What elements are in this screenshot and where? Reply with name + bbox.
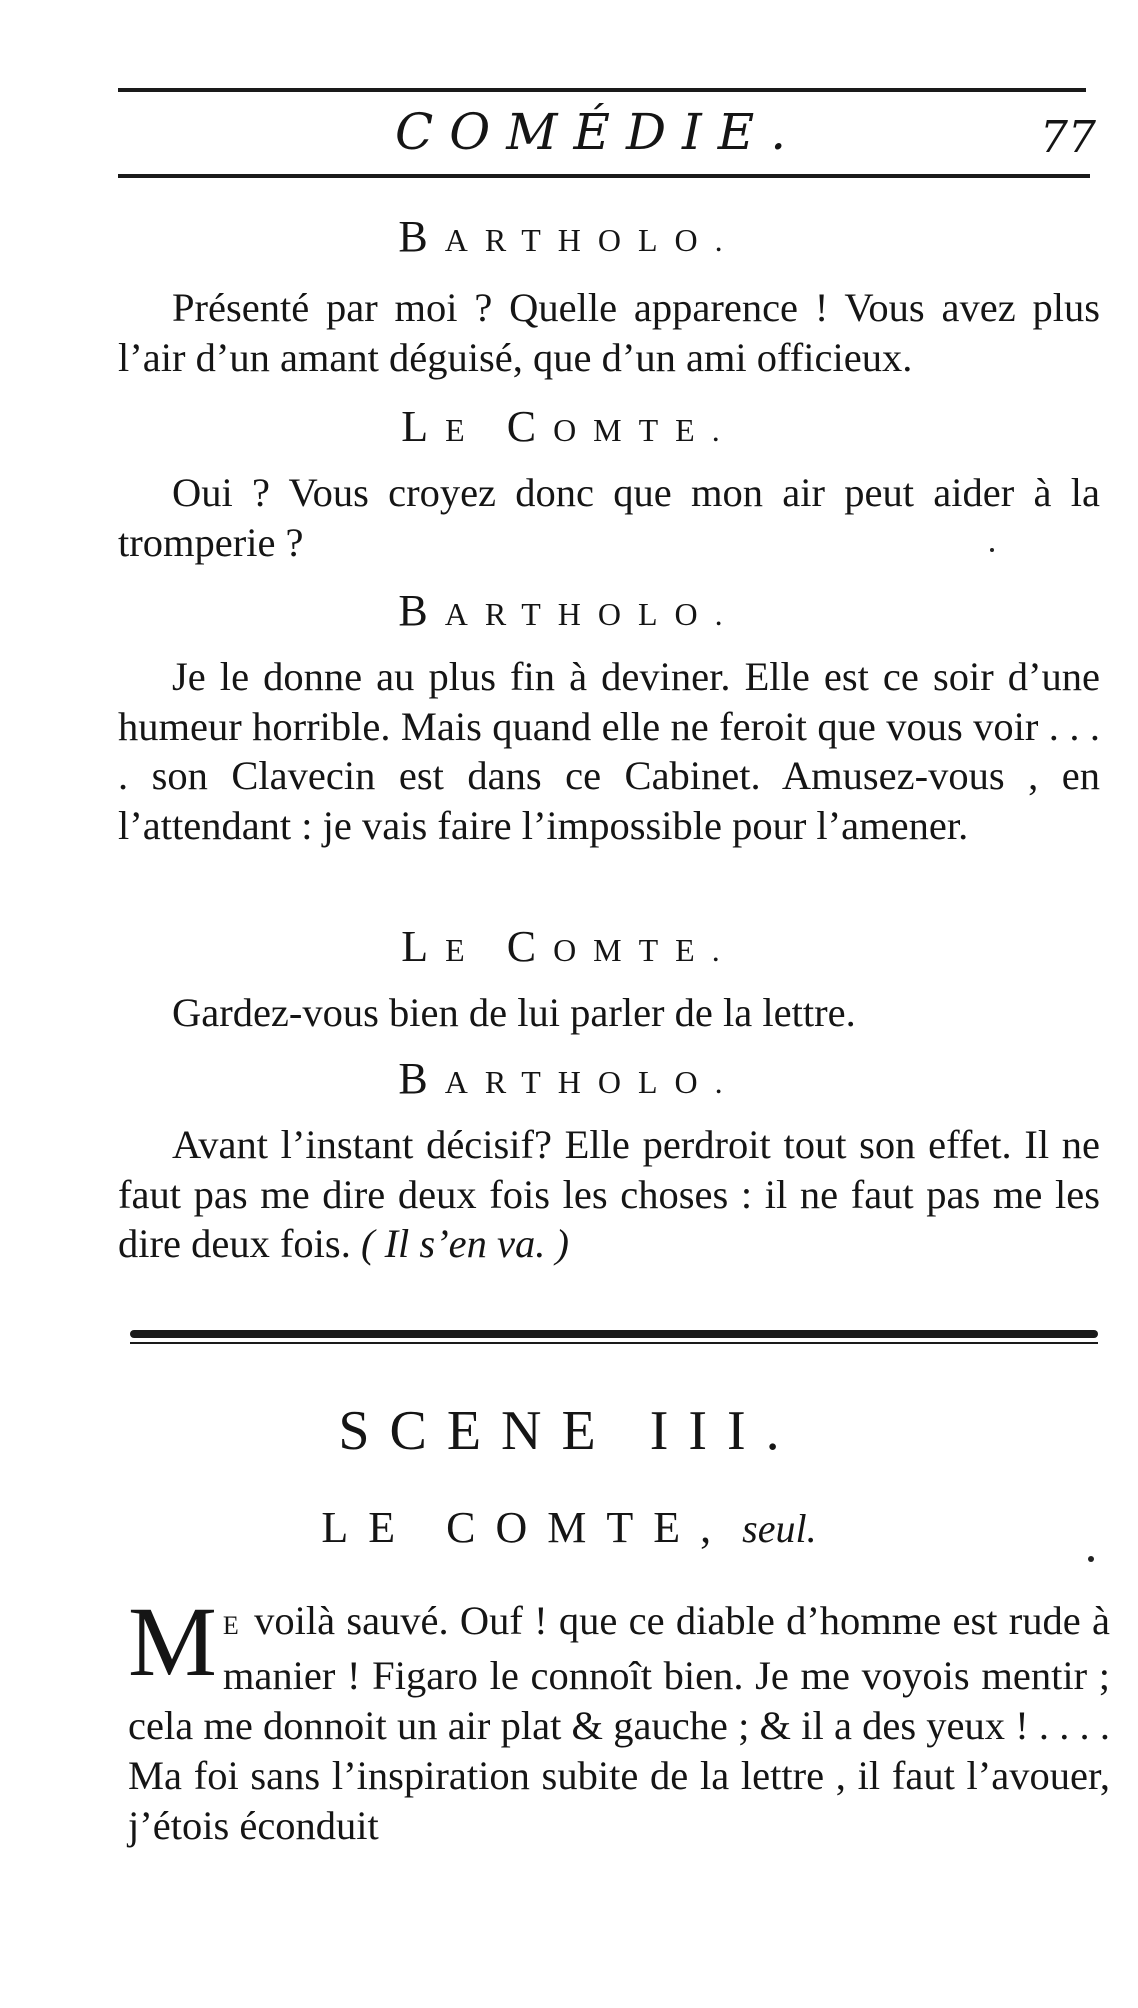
header-rule-bottom (118, 174, 1090, 178)
running-title: COMÉDIE. (395, 103, 803, 161)
stage-direction: ( Il s’en va. ) (360, 1221, 569, 1266)
speaker-le-comte: LE COMTE. (401, 922, 737, 971)
speech-text: Gardez-vous bien de lui parler de la lettre. (172, 990, 856, 1035)
speaker-le-comte: LE COMTE. (401, 402, 737, 451)
print-speck (1088, 1556, 1094, 1562)
speech-text: Oui ? Vous croyez donc que mon air peut aider à la tromperie ? (118, 470, 1100, 565)
scene-character: LE COMTE, seul. (321, 1503, 817, 1552)
speech-text: Avant l’instant décisif? Elle perdroit tout son effet. Il ne faut pas me dire deux fois les choses : il ne faut pas me les dire deux fois. ( Il s’en va. ) (118, 1122, 1100, 1266)
scene-opening-text: M E voilà sauvé. Ouf ! que ce diable d’homme est rude à manier ! Figaro le connoît bien. Je me voyois mentir ; cela me donnoit un air plat & gauche ; & il a des yeux ! . . . . Ma foi sans l’inspiration subite de la lettre , il faut l’avouer, j’étois éconduit (128, 1586, 1110, 1848)
speaker-bartholo: BARTHOLO. (398, 586, 740, 635)
speaker-bartholo: BARTHOLO. (398, 212, 740, 261)
speech-text: Présenté par moi ? Quelle apparence ! Vous avez plus l’air d’un amant déguisé, que d’un ami officieux. (118, 285, 1100, 380)
scene-divider (130, 1330, 1098, 1344)
page-number: 77 (1040, 112, 1096, 163)
print-speck (990, 548, 994, 552)
speaker-bartholo: BARTHOLO. (398, 1054, 740, 1103)
header-rule-top (118, 88, 1086, 92)
drop-cap: M (128, 1586, 217, 1697)
scene-title: SCENE III. (338, 1400, 800, 1462)
speech-text: Je le donne au plus fin à deviner. Elle est ce soir d’une humeur horrible. Mais quand elle ne feroit que vous voir . . . . son Clavecin est dans ce Cabinet. Amusez-vous , en l’attendant : je vais faire l’impossible pour l’amener. (118, 654, 1100, 848)
